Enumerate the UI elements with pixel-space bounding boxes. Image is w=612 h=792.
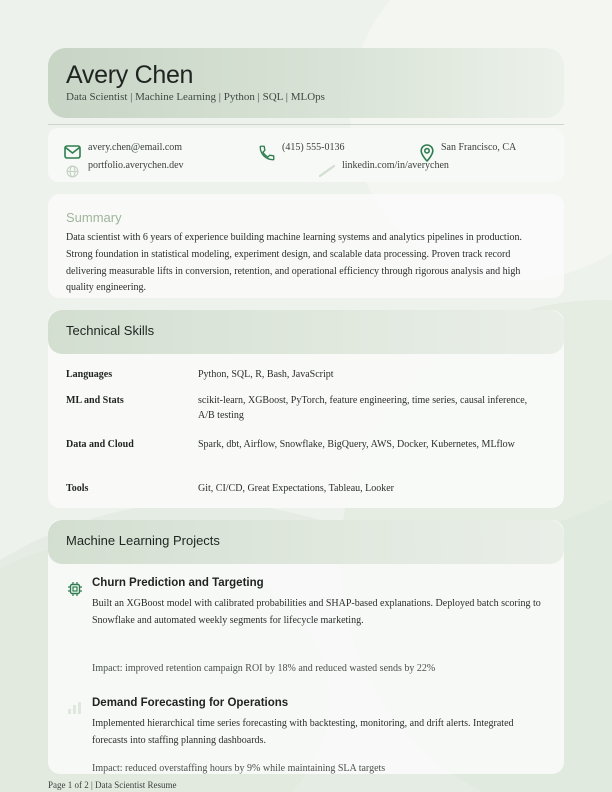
link-icon — [318, 164, 336, 178]
phone-icon — [258, 144, 276, 162]
project-description: Implemented hierarchical time series forecasting with backtesting, monitoring, and drift alerts. Integrated forecasts into staffing planning dashboards. — [92, 718, 514, 746]
project-title: Demand Forecasting for Operations — [92, 697, 289, 709]
header-divider — [48, 124, 564, 125]
phone-number[interactable]: (415) 555-0136 — [282, 142, 345, 153]
mail-icon — [64, 145, 81, 159]
summary-title: Summary — [66, 210, 122, 225]
project-impact: Impact: reduced overstaffing hours by 9% while maintaining SLA targets — [92, 763, 386, 774]
project-impact: Impact: improved retention campaign ROI by 18% and reduced wasted sends by 22% — [92, 663, 436, 674]
skills-section — [48, 310, 564, 508]
summary-text: Data scientist with 6 years of experience building machine learning systems and analytics pipelines in production. Strong foundation in statistical modeling, experiment design, and scalable data processing. Proven track record delivering measurable lifts in conversion, retention, and operational efficiency through rigorous analysis and high quality engineering. — [66, 232, 522, 294]
candidate-tagline: Data Scientist | Machine Learning | Python | SQL | MLOps — [66, 91, 325, 103]
globe-icon — [66, 165, 79, 178]
skill-value: Spark, dbt, Airflow, Snowflake, BigQuery, AWS, Docker, Kubernetes, MLflow — [198, 439, 515, 450]
projects-section — [48, 520, 564, 774]
skill-label: Data and Cloud — [66, 439, 134, 450]
resume-header — [48, 48, 564, 118]
skill-label: ML and Stats — [66, 395, 124, 406]
project-title: Churn Prediction and Targeting — [92, 577, 264, 589]
chip-icon — [67, 581, 83, 597]
linkedin-link[interactable]: linkedin.com/in/averychen — [342, 160, 449, 171]
skill-value: Python, SQL, R, Bash, JavaScript — [198, 369, 334, 380]
project-description: Built an XGBoost model with calibrated probabilities and SHAP-based explanations. Deployed batch scoring to Snowflake and automated weekly segments for lifecycle marketing. — [92, 598, 541, 626]
candidate-name: Avery Chen — [66, 61, 194, 89]
portfolio-link[interactable]: portfolio.averychen.dev — [88, 160, 184, 171]
projects-header-band — [48, 520, 564, 564]
email-link[interactable]: avery.chen@email.com — [88, 142, 183, 153]
skills-title: Technical Skills — [66, 323, 155, 338]
contact-bar — [48, 128, 564, 182]
skill-value: Git, CI/CD, Great Expectations, Tableau, Looker — [198, 483, 395, 494]
skills-header-band — [48, 310, 564, 354]
skill-label: Languages — [66, 369, 113, 380]
skill-value: scikit-learn, XGBoost, PyTorch, feature engineering, time series, causal inference, A/B testing — [198, 395, 528, 421]
bar-chart-icon — [67, 701, 83, 715]
page-footer: Page 1 of 2 | Data Scientist Resume — [48, 780, 177, 790]
projects-title: Machine Learning Projects — [66, 533, 220, 548]
skill-label: Tools — [66, 483, 89, 494]
summary-section — [48, 194, 564, 298]
location-text: San Francisco, CA — [441, 142, 517, 153]
